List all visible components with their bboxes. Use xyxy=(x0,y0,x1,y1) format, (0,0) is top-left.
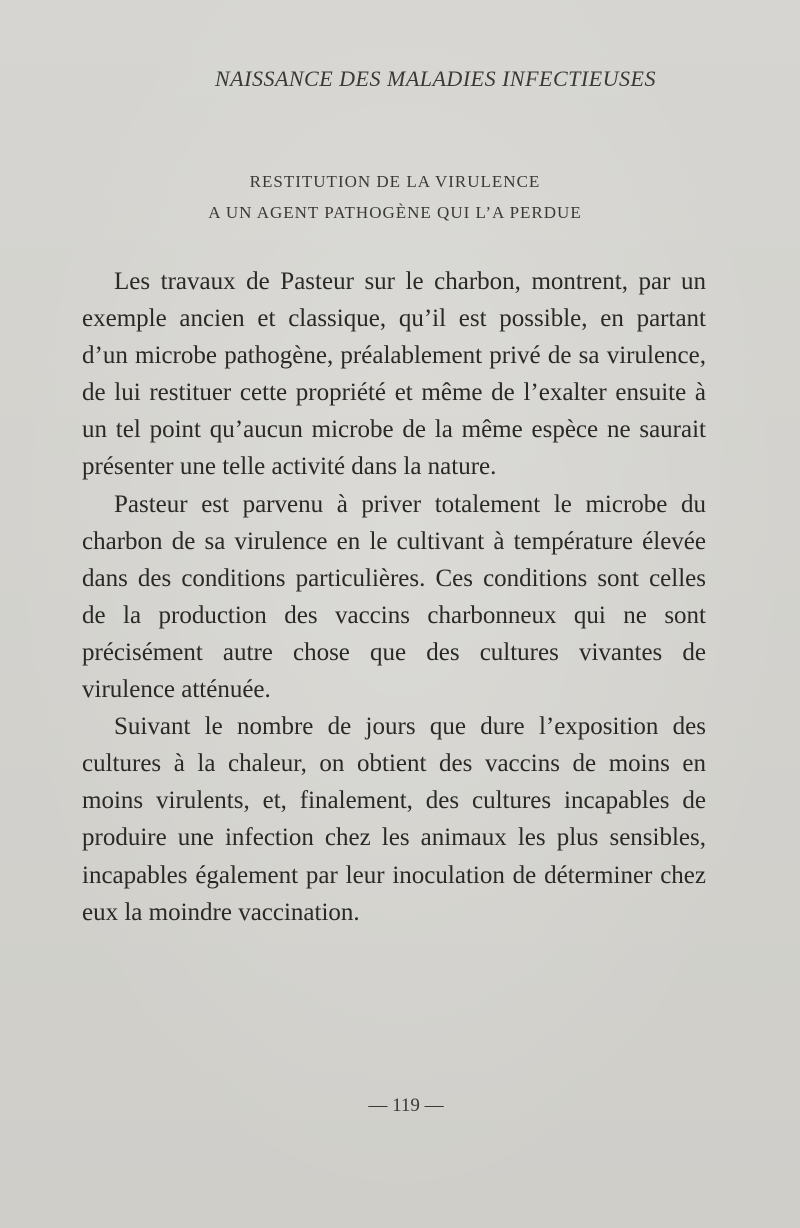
page-number: — 119 — xyxy=(368,1095,444,1116)
paragraph-3: Suivant le nombre de jours que dure l’exposition des cultures à la chaleur, on obtient des vaccins de moins en moins virulents, et, finalement, des cultures incapables de produire une infection chez les animaux les plus sensibles, incapables également par leur inoculation de déterminer chez eux la moindre vaccination. xyxy=(82,713,706,926)
section-title xyxy=(80,166,710,228)
paragraph-1: Les travaux de Pasteur sur le charbon, montrent, par un exemple ancien et classique, qu’il est possible, en partant d’un microbe pathogène, préalablement privé de sa virulence, de lui restituer cette propriété et même de l’exalter ensuite à un tel point qu’aucun microbe de la même espèce ne saurait présenter une telle activité dans la nature. xyxy=(82,268,706,481)
section-title-line-2: A UN AGENT PATHOGÈNE QUI L’A PERDUE xyxy=(208,203,582,222)
section-title-line-1: RESTITUTION DE LA VIRULENCE xyxy=(249,172,541,191)
body-text xyxy=(82,263,706,931)
running-head: NAISSANCE DES MALADIES INFECTIEUSES xyxy=(215,66,656,91)
paragraph-2: Pasteur est parvenu à priver totalement le microbe du charbon de sa virulence en le cultivant à température élevée dans des conditions particulières. Ces conditions sont celles de la production des vaccins charbonneux qui ne sont précisément autre chose que des cultures vivantes de virulence atténuée. xyxy=(82,490,706,704)
